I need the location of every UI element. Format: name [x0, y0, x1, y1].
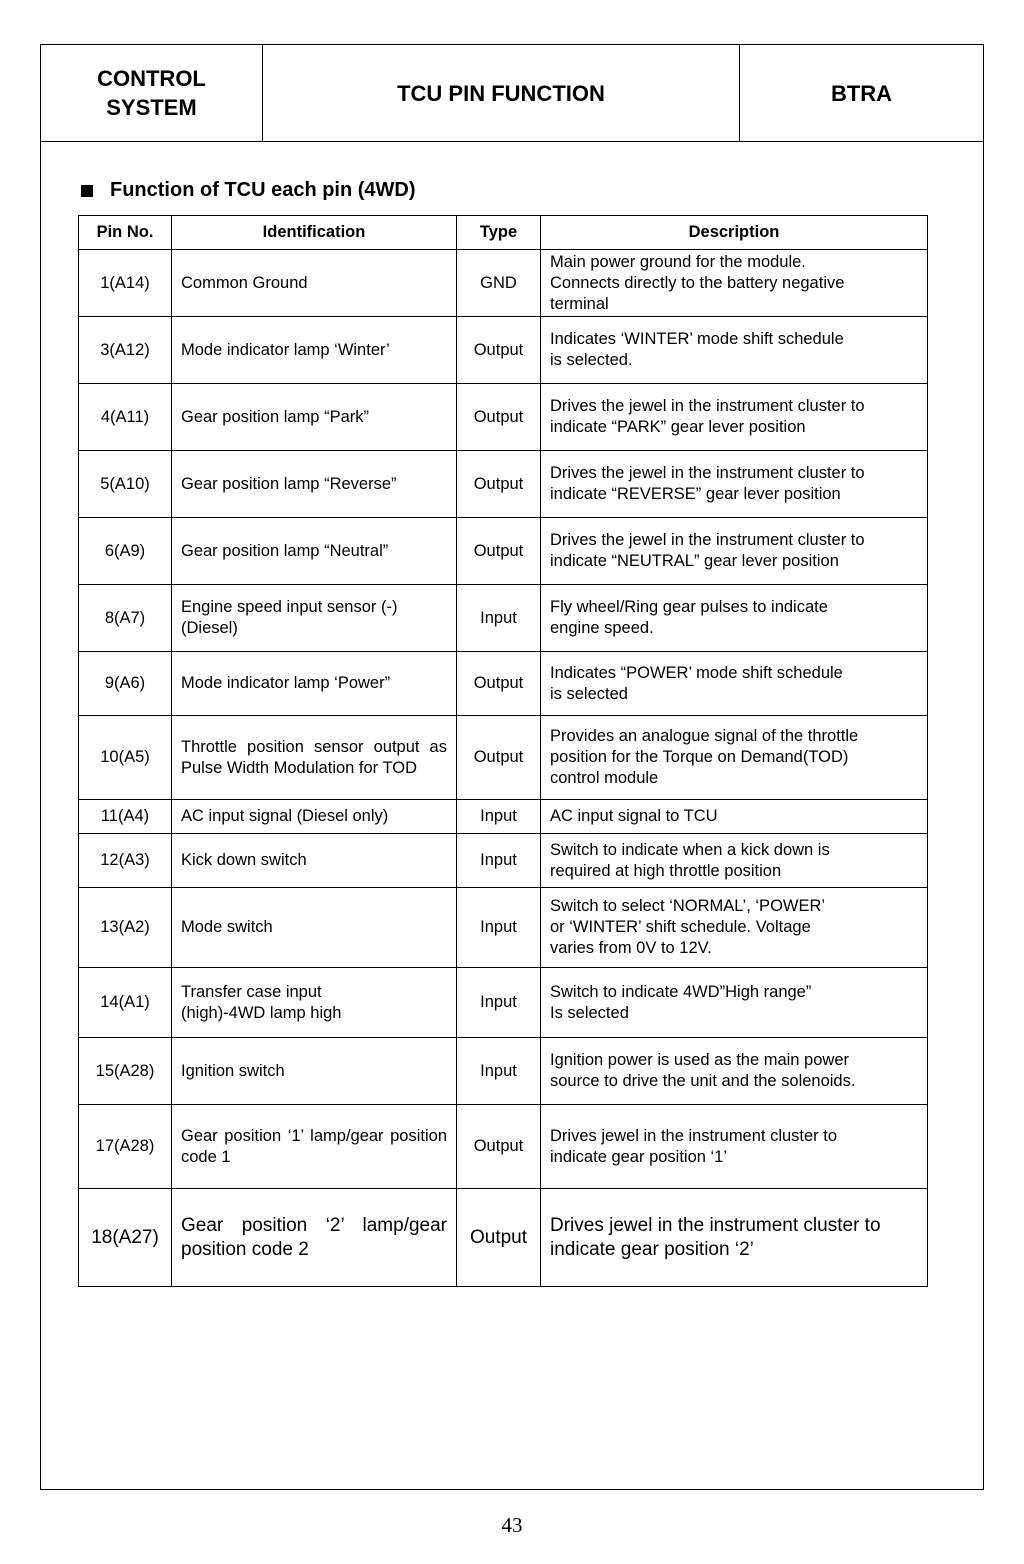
type-cell: Output [457, 518, 541, 585]
description-cell: Switch to indicate when a kick down is required at high throttle position [541, 834, 928, 888]
description-cell: Drives jewel in the instrument cluster to indicate gear position ‘1’ [541, 1105, 928, 1189]
description-cell: Indicates ‘WINTER’ mode shift schedule is selected. [541, 317, 928, 384]
header-section-label: CONTROL SYSTEM [41, 45, 263, 141]
table-row [79, 1038, 928, 1105]
pin-cell: 9(A6) [79, 652, 172, 716]
table-row [79, 451, 928, 518]
type-cell: Output [457, 716, 541, 800]
description-cell: Switch to indicate 4WD”High range” Is selected [541, 968, 928, 1038]
pin-cell: 17(A28) [79, 1105, 172, 1189]
column-header-type: Type [457, 216, 541, 250]
column-header-pin: Pin No. [79, 216, 172, 250]
description-cell: Ignition power is used as the main power source to drive the unit and the solenoids. [541, 1038, 928, 1105]
table-row [79, 518, 928, 585]
identification-cell: Engine speed input sensor (-) (Diesel) [172, 585, 457, 652]
table-row [79, 1189, 928, 1287]
pin-cell: 11(A4) [79, 800, 172, 834]
type-cell: Output [457, 1189, 541, 1287]
type-cell: Input [457, 834, 541, 888]
table-row [79, 716, 928, 800]
column-header-identification: Identification [172, 216, 457, 250]
pin-cell: 5(A10) [79, 451, 172, 518]
type-cell: Output [457, 451, 541, 518]
identification-cell: Gear position ‘2’ lamp/gear position code 2 [172, 1189, 457, 1287]
table-row [79, 317, 928, 384]
type-cell: Input [457, 1038, 541, 1105]
pin-cell: 15(A28) [79, 1038, 172, 1105]
pin-cell: 1(A14) [79, 250, 172, 317]
description-cell: Drives jewel in the instrument cluster to indicate gear position ‘2’ [541, 1189, 928, 1287]
identification-cell: Mode switch [172, 888, 457, 968]
description-cell: Indicates “POWER’ mode shift schedule is selected [541, 652, 928, 716]
identification-cell: AC input signal (Diesel only) [172, 800, 457, 834]
table-row [79, 652, 928, 716]
pin-cell: 3(A12) [79, 317, 172, 384]
table-row [79, 968, 928, 1038]
page-frame [40, 44, 984, 1490]
type-cell: Input [457, 888, 541, 968]
page-number: 43 [501, 1513, 523, 1537]
pin-cell: 14(A1) [79, 968, 172, 1038]
type-cell: Output [457, 384, 541, 451]
header-brand: BTRA [830, 80, 893, 106]
pin-function-table [78, 215, 928, 1287]
type-cell: Input [457, 800, 541, 834]
page-header [41, 45, 983, 142]
pin-cell: 10(A5) [79, 716, 172, 800]
identification-cell: Mode indicator lamp ‘Winter’ [172, 317, 457, 384]
table-row [79, 384, 928, 451]
section-title-text: Function of TCU each pin (4WD) [110, 179, 416, 201]
table-row [79, 834, 928, 888]
description-cell: Switch to select ‘NORMAL’, ‘POWER’ or ‘WINTER’ shift schedule. Voltage varies from 0V to 12V. [541, 888, 928, 968]
identification-cell: Mode indicator lamp ‘Power” [172, 652, 457, 716]
description-cell: Main power ground for the module. Connects directly to the battery negative terminal [541, 250, 928, 317]
table-row [79, 250, 928, 317]
description-cell: Drives the jewel in the instrument cluster to indicate “NEUTRAL” gear lever position [541, 518, 928, 585]
identification-cell: Ignition switch [172, 1038, 457, 1105]
type-cell: Output [457, 1105, 541, 1189]
identification-cell: Kick down switch [172, 834, 457, 888]
table-row [79, 585, 928, 652]
type-cell: Input [457, 968, 541, 1038]
identification-cell: Throttle position sensor output as Pulse Width Modulation for TOD [172, 716, 457, 800]
table-row [79, 1105, 928, 1189]
type-cell: Input [457, 585, 541, 652]
type-cell: Output [457, 652, 541, 716]
pin-cell: 4(A11) [79, 384, 172, 451]
description-cell: Drives the jewel in the instrument cluster to indicate “REVERSE” gear lever position [541, 451, 928, 518]
description-cell: AC input signal to TCU [541, 800, 928, 834]
square-bullet-icon [81, 185, 93, 197]
description-cell: Provides an analogue signal of the throttle position for the Torque on Demand(TOD) control module [541, 716, 928, 800]
pin-cell: 6(A9) [79, 518, 172, 585]
pin-cell: 8(A7) [79, 585, 172, 652]
identification-cell: Transfer case input (high)-4WD lamp high [172, 968, 457, 1038]
description-cell: Fly wheel/Ring gear pulses to indicate engine speed. [541, 585, 928, 652]
table-row [79, 800, 928, 834]
pin-cell: 13(A2) [79, 888, 172, 968]
section-title [81, 179, 416, 202]
identification-cell: Gear position lamp “Park” [172, 384, 457, 451]
pin-cell: 12(A3) [79, 834, 172, 888]
column-header-description: Description [541, 216, 928, 250]
identification-cell: Gear position lamp “Neutral” [172, 518, 457, 585]
table-row [79, 888, 928, 968]
header-title: TCU PIN FUNCTION [263, 45, 740, 141]
description-cell: Drives the jewel in the instrument cluster to indicate “PARK” gear lever position [541, 384, 928, 451]
identification-cell: Common Ground [172, 250, 457, 317]
type-cell: GND [457, 250, 541, 317]
pin-cell: 18(A27) [79, 1189, 172, 1287]
identification-cell: Gear position ‘1’ lamp/gear position code 1 [172, 1105, 457, 1189]
type-cell: Output [457, 317, 541, 384]
table-header-row [79, 216, 928, 250]
identification-cell: Gear position lamp “Reverse” [172, 451, 457, 518]
